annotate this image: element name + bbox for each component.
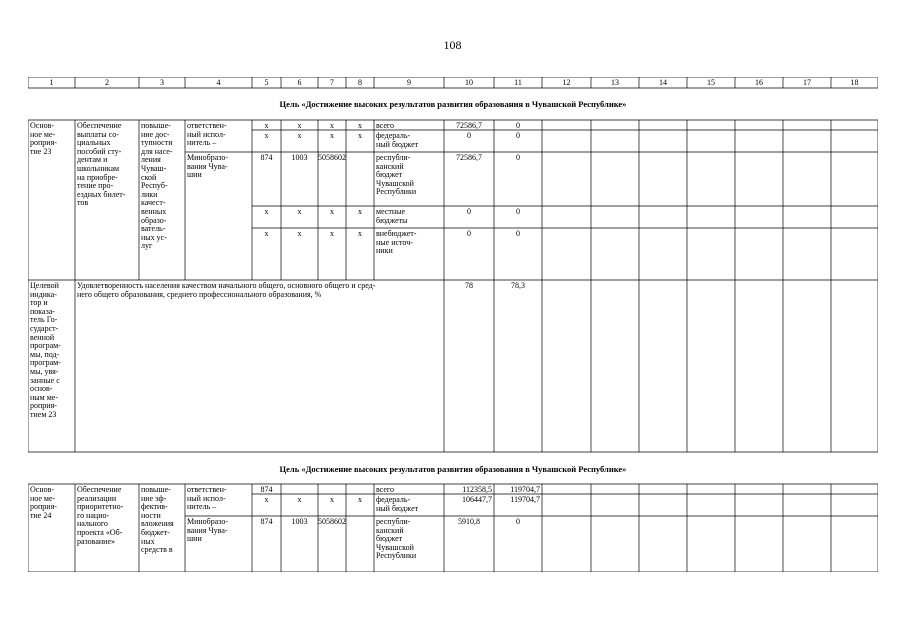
header-col-14: 14	[659, 78, 667, 87]
cell-x: x	[330, 495, 334, 504]
header-col-1: 1	[49, 78, 54, 87]
cell-x: x	[297, 121, 302, 130]
cell-x: x	[330, 131, 334, 140]
indicator-value-11: 78,3	[511, 281, 525, 290]
block2-responsible: ответствен- ный испол- нитель –	[187, 485, 227, 512]
header-col-7: 7	[330, 78, 334, 87]
header-col-8: 8	[358, 78, 362, 87]
value-11: 0	[516, 207, 520, 216]
value-federal-10: 106447,7	[462, 495, 492, 504]
block2-goal: повыше- ние эф- фектив- ности вложения бюджет- ных средств в	[141, 485, 174, 555]
block2-ministry: Минобразо- вания Чува- шии	[187, 517, 229, 544]
value-11: 0	[516, 229, 520, 238]
code-section: 1003	[291, 517, 308, 526]
cell-x: x	[297, 229, 302, 238]
value-extra-10: 0	[467, 229, 471, 238]
indicator-description: Удовлетворенность населения качеством начального общего, основного общего и сред- него общего образования, среднего профессионального образования, %	[77, 281, 376, 299]
value-total-10: 72586,7	[456, 121, 482, 130]
cell-x: x	[297, 131, 302, 140]
header-col-15: 15	[707, 78, 715, 87]
block1-ministry: Минобразо- вания Чува- шии	[187, 153, 229, 180]
block1-responsible: ответствен- ный испол- нитель –	[187, 121, 227, 148]
value-federal-10: 0	[467, 131, 471, 140]
code-grbs: 874	[260, 517, 273, 526]
cell-x: x	[264, 207, 269, 216]
header-col-3: 3	[160, 78, 164, 87]
header-col-2: 2	[105, 78, 109, 87]
value-federal-11: 119704,7	[510, 495, 540, 504]
header-col-5: 5	[264, 78, 269, 87]
cell-x: x	[330, 207, 334, 216]
budget-table	[28, 77, 878, 572]
cell-x: x	[297, 207, 302, 216]
goal-heading-2: Цель «Достижение высоких результатов развития образования в Чувашской Республике»	[279, 464, 627, 474]
cell-x: x	[330, 229, 334, 238]
block1-event-name: Основ- ное ме- роприя- тие 23	[30, 121, 57, 156]
source-republic: республи- канский бюджет Чувашской Республики	[376, 153, 417, 197]
header-col-4: 4	[216, 78, 221, 87]
header-col-13: 13	[611, 78, 619, 87]
source-local: местные бюджеты	[376, 207, 408, 225]
code-target: 5058602	[318, 517, 346, 526]
cell-x: x	[264, 121, 269, 130]
cell-x: x	[358, 131, 362, 140]
cell-x: x	[358, 495, 362, 504]
cell-x: x	[358, 121, 362, 130]
block2-event-description: Обеспечение реализации приоритетно- го нацио- нального проекта «Об- разование»	[77, 485, 124, 546]
page-number: 108	[443, 38, 462, 52]
cell-x: x	[358, 229, 362, 238]
source-total: всего	[376, 485, 395, 494]
header-col-18: 18	[850, 78, 859, 87]
header-col-12: 12	[562, 78, 571, 87]
indicator-value-10: 78	[465, 281, 473, 290]
source-extrabudget: внебюджет- ные источ- ники	[376, 229, 417, 256]
code-target: 5058602	[318, 153, 346, 162]
value-11: 0	[516, 121, 520, 130]
block1-goal: повыше- ние дос- тупности для насе- ления Чуваш- ской Респуб- лики качест- венных образо- ватель- ных ус- луг	[141, 121, 173, 251]
value-local-10: 0	[467, 207, 471, 216]
value-11: 0	[516, 131, 520, 140]
value-republic-11: 0	[516, 517, 520, 526]
code-grbs: 874	[260, 153, 273, 162]
source-total: всего	[376, 121, 395, 130]
value-11: 0	[516, 153, 520, 162]
source-republic: республи- канский бюджет Чувашской Республики	[376, 517, 417, 561]
cell-x: x	[297, 495, 302, 504]
block1-event-description: Обеспечение выплаты со- циальных пособий сту- дентам и школьникам на приобре- тение про- ездных билет- тов	[77, 121, 126, 208]
value-republic-10: 5910,8	[458, 517, 480, 526]
header-col-10: 10	[465, 78, 473, 87]
code-grbs: 874	[260, 485, 273, 494]
header-col-16: 16	[755, 78, 763, 87]
goal-heading-1: Цель «Достижение высоких результатов развития образования в Чувашской Республике»	[279, 99, 627, 109]
header-col-9: 9	[407, 78, 411, 87]
cell-x: x	[264, 131, 269, 140]
header-col-6: 6	[297, 78, 302, 87]
header-col-17: 17	[803, 78, 811, 87]
source-federal: федераль- ный бюджет	[376, 495, 419, 513]
header-col-11: 11	[514, 78, 522, 87]
code-section: 1003	[291, 153, 308, 162]
source-federal: федераль- ный бюджет	[376, 131, 419, 149]
cell-x: x	[264, 229, 269, 238]
cell-x: x	[264, 495, 269, 504]
cell-x: x	[358, 207, 362, 216]
cell-x: x	[330, 121, 334, 130]
indicator-label: Целевой индика- тор и показа- тель Го- сударст- венной програм- мы, под- програм- мы, увя- занные с основ- ным ме- роприя- тием 23	[30, 281, 61, 419]
value-total-11: 119704,7	[510, 485, 540, 494]
value-republic-10: 72586,7	[456, 153, 482, 162]
value-total-10: 112358,5	[462, 485, 492, 494]
block2-event-name: Основ- ное ме- роприя- тие 24	[30, 485, 57, 520]
